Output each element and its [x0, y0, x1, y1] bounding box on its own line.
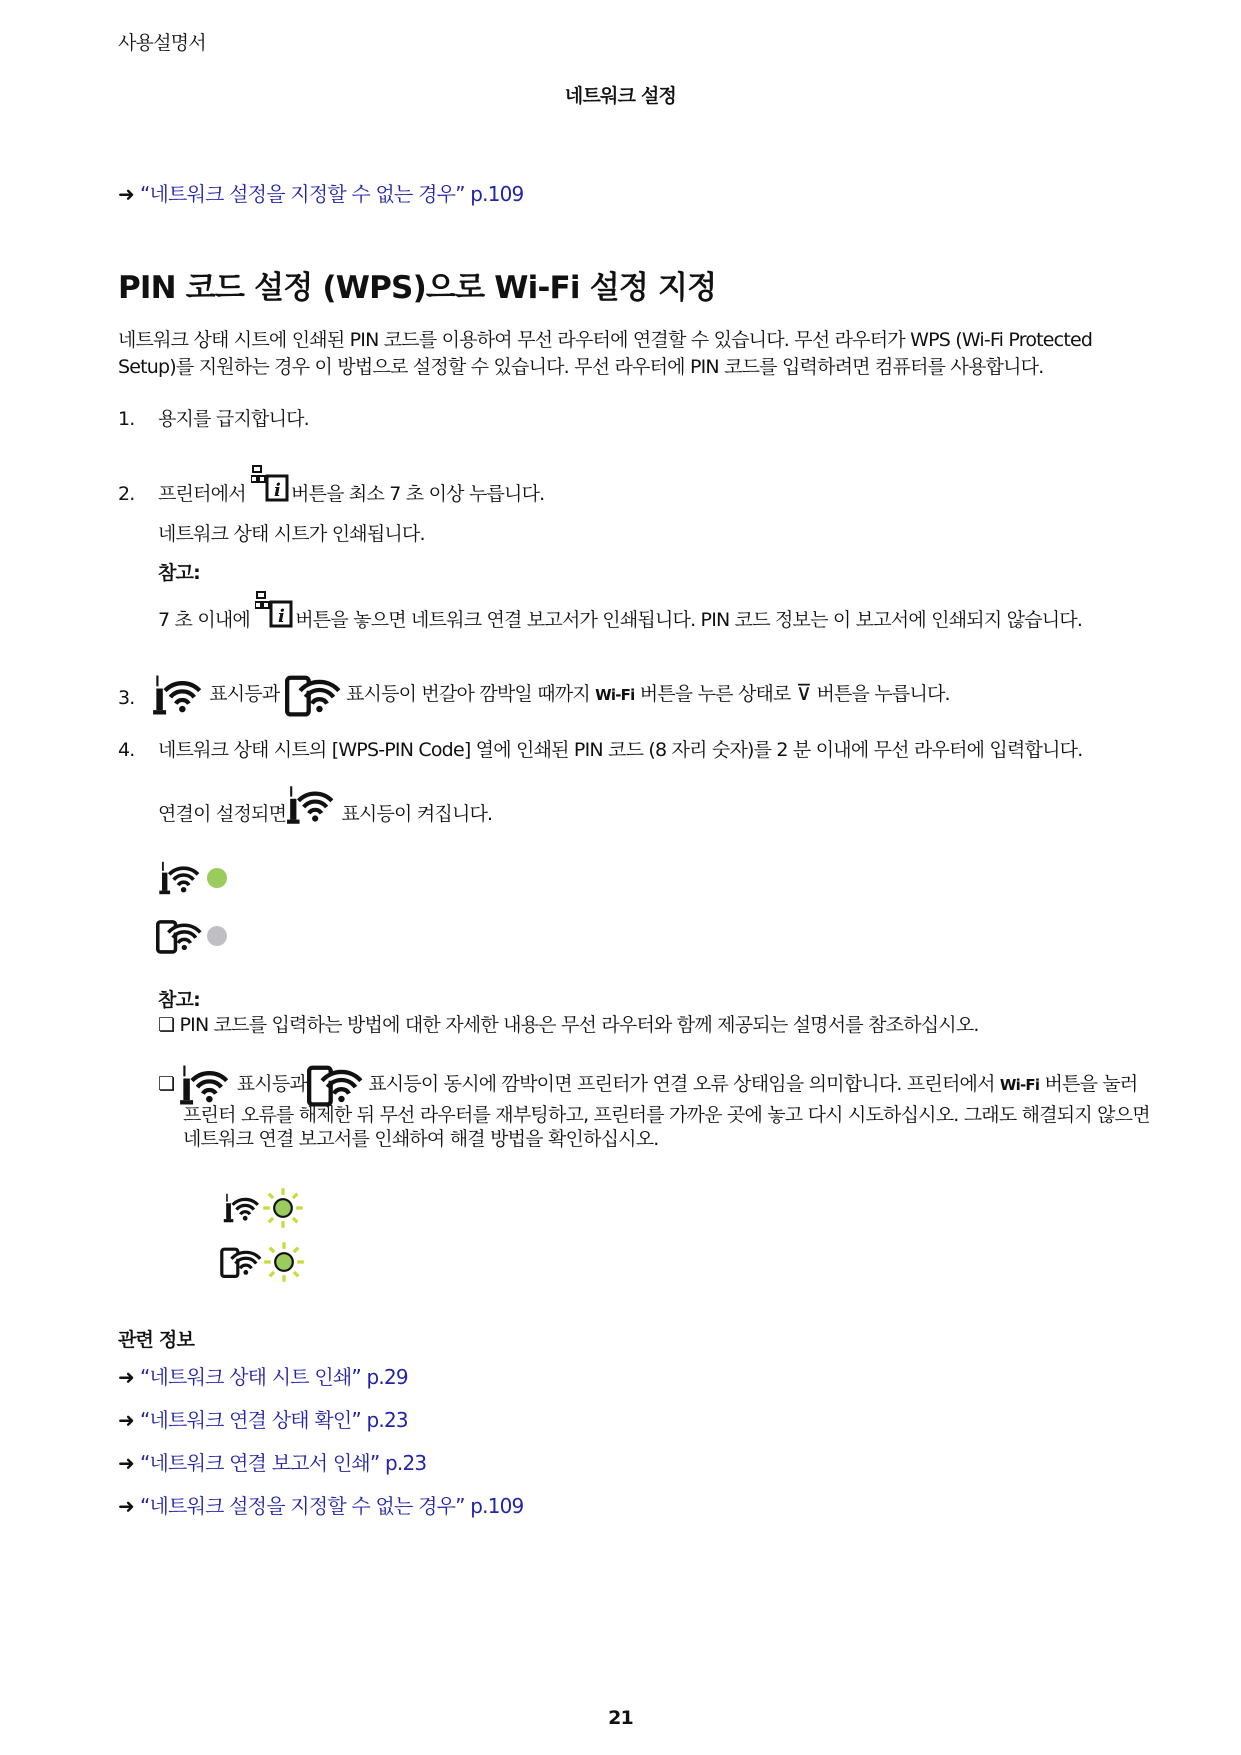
- note-label: 참고:: [158, 562, 200, 584]
- note-label: 참고:: [158, 989, 200, 1011]
- light-on-dot: [207, 868, 227, 888]
- text: 프린터에서: [158, 483, 246, 505]
- blinking-indicator: [220, 1240, 306, 1284]
- wifi-router-light-icon: [158, 860, 202, 896]
- step-number: 4.: [118, 739, 135, 761]
- text: 버튼을 놓으면 네트워크 연결 보고서가 인쇄됩니다. PIN 코드 정보는 이 보고서에 인쇄되지 않습니다.: [295, 609, 1083, 631]
- note-bullet: [158, 1013, 979, 1037]
- note-text: 프린터 오류를 해제한 뒤 무선 라우터를 재부팅하고, 프린터를 가까운 곳에 놓고 다시 시도하십시오. 그래도 해결되지 않으면: [183, 1104, 1150, 1126]
- text: 버튼을 눌러: [1044, 1073, 1138, 1095]
- step-number: 3.: [118, 687, 135, 709]
- wifi-router-light-icon: [286, 783, 336, 827]
- light-on-indicator: [158, 860, 227, 896]
- step-text: [152, 670, 950, 719]
- wifi-router-light-icon: [223, 1192, 261, 1224]
- arrow-icon: ➜: [118, 1365, 134, 1389]
- text: 연결이 설정되면: [158, 803, 287, 825]
- top-link[interactable]: [118, 182, 523, 206]
- step-result: 네트워크 상태 시트가 인쇄됩니다.: [158, 523, 425, 545]
- related-link[interactable]: [118, 1494, 523, 1518]
- text: 표시등이 켜집니다.: [341, 803, 493, 825]
- link-text: “네트워크 설정을 지정할 수 없는 경우” p.109: [139, 1494, 524, 1518]
- intro-line-1: 네트워크 상태 시트에 인쇄된 PIN 코드를 이용하여 무선 라우터에 연결할 수 있습니다. 무선 라우터가 WPS (Wi-Fi Protected: [118, 329, 1093, 351]
- light-off-dot: [207, 926, 227, 946]
- text: 표시등이 동시에 깜박이면 프린터가 연결 오류 상태임을 의미합니다. 프린터에서: [368, 1073, 995, 1095]
- arrow-icon: ➜: [118, 1408, 134, 1432]
- light-off-indicator: [156, 918, 227, 954]
- wifi-router-light-icon: [152, 673, 204, 717]
- step-text: 네트워크 상태 시트의 [WPS-PIN Code] 열에 인쇄된 PIN 코드 (8 자리 숫자)를 2 분 이내에 무선 라우터에 입력합니다.: [158, 739, 1083, 761]
- blinking-indicator: [223, 1186, 305, 1230]
- wifi-button-label: Wi-Fi: [999, 1076, 1040, 1094]
- text: 7 초 이내에: [158, 609, 250, 631]
- intro-line-2: Setup)를 지원하는 경우 이 방법으로 설정할 수 있습니다. 무선 라우터에 PIN 코드를 입력하려면 컴퓨터를 사용합니다.: [118, 356, 1044, 378]
- step-number: 1.: [118, 408, 135, 430]
- link-text: “네트워크 연결 보고서 인쇄” p.23: [139, 1451, 427, 1475]
- wifi-direct-light-icon: [285, 673, 341, 717]
- related-link[interactable]: [118, 1365, 408, 1389]
- step-text: [158, 482, 544, 506]
- note-bullet: [158, 1060, 1137, 1109]
- related-link[interactable]: [118, 1408, 408, 1432]
- page-number: 21: [608, 1707, 633, 1729]
- text: 버튼을 누릅니다.: [816, 683, 950, 705]
- link-text: “네트워크 설정을 지정할 수 없는 경우” p.109: [139, 182, 524, 206]
- section-title: 네트워크 설정: [564, 85, 677, 107]
- arrow-icon: ➜: [118, 1451, 134, 1475]
- arrow-icon: ➜: [118, 182, 134, 206]
- step-number: 2.: [118, 483, 135, 505]
- text: 표시등과: [236, 1073, 307, 1095]
- note-text: 네트워크 연결 보고서를 인쇄하여 해결 방법을 확인하십시오.: [183, 1128, 659, 1150]
- arrow-icon: ➜: [118, 1494, 134, 1518]
- related-link[interactable]: [118, 1451, 426, 1475]
- checkbox-bullet-icon: ❏: [158, 1014, 180, 1036]
- related-title: 관련 정보: [118, 1329, 195, 1351]
- wifi-direct-light-icon: [220, 1246, 262, 1278]
- manual-title: 사용설명서: [118, 32, 206, 54]
- text: 버튼을 누른 상태로: [639, 683, 791, 705]
- text: PIN 코드를 입력하는 방법에 대한 자세한 내용은 무선 라우터와 함께 제공되는 설명서를 참조하십시오.: [179, 1014, 979, 1036]
- wifi-button-label: Wi-Fi: [595, 686, 635, 704]
- blinking-light-icon: [261, 1186, 305, 1230]
- text: 표시등과: [209, 683, 280, 705]
- wifi-direct-light-icon: [307, 1063, 363, 1107]
- step-text: 용지를 급지합니다.: [158, 408, 309, 430]
- text: 표시등이 번갈아 깜박일 때까지: [345, 683, 590, 705]
- link-text: “네트워크 상태 시트 인쇄” p.29: [139, 1365, 408, 1389]
- link-text: “네트워크 연결 상태 확인” p.23: [139, 1408, 408, 1432]
- text: 버튼을 최소 7 초 이상 누릅니다.: [291, 483, 545, 505]
- network-info-button-icon: [255, 590, 295, 630]
- page-heading: PIN 코드 설정 (WPS)으로 Wi-Fi 설정 지정: [118, 270, 717, 306]
- checkbox-bullet-icon: ❏: [158, 1073, 180, 1095]
- note-text: [158, 608, 1082, 632]
- wifi-direct-light-icon: [156, 918, 202, 954]
- step-result: [158, 790, 492, 838]
- blinking-light-icon: [262, 1240, 306, 1284]
- network-info-button-icon: [251, 464, 291, 504]
- start-stop-button-icon: ⊽: [795, 681, 812, 706]
- wifi-router-light-icon: [179, 1063, 231, 1107]
